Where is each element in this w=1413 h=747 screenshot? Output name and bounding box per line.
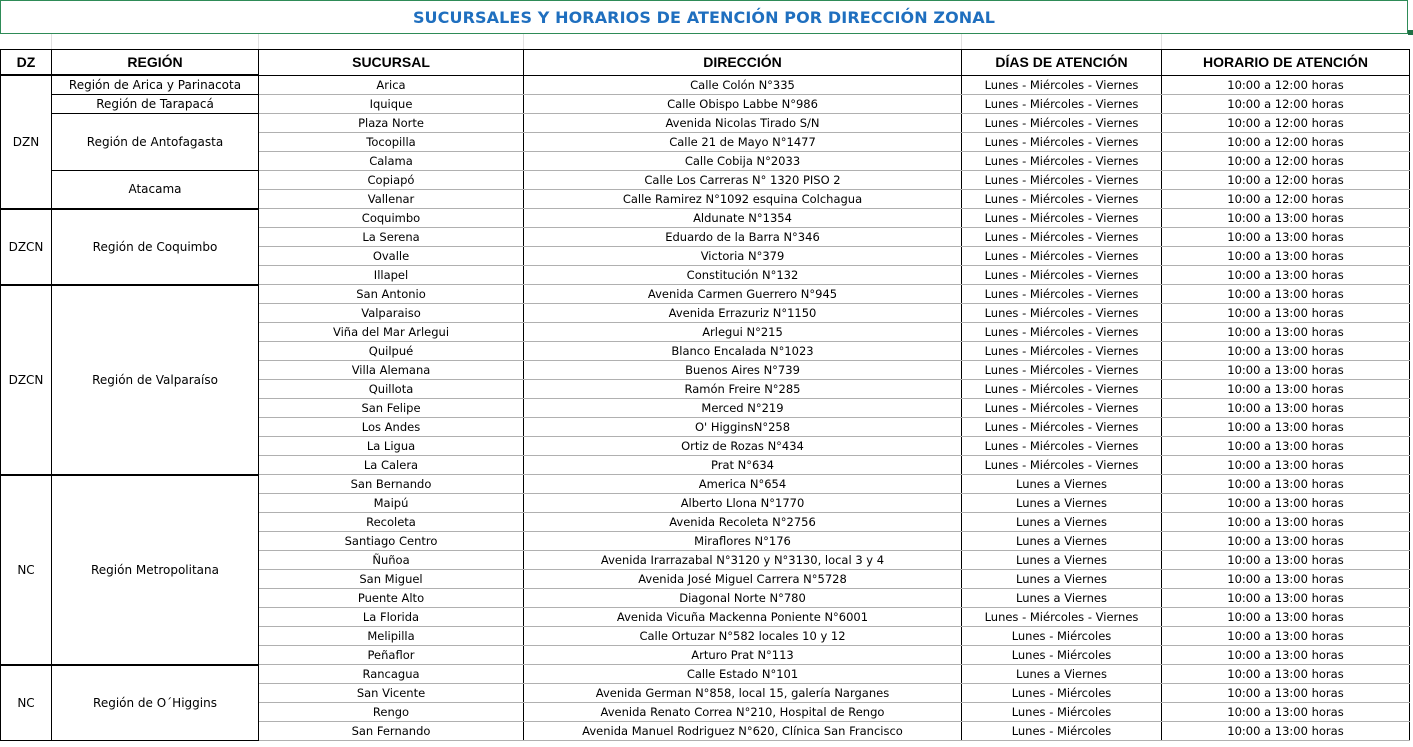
direccion-cell[interactable]: Avenida José Miguel Carrera N°5728 xyxy=(524,570,962,589)
sucursal-cell[interactable]: Melipilla xyxy=(259,627,524,646)
horario-cell[interactable]: 10:00 a 13:00 horas xyxy=(1162,703,1410,722)
dz-cell[interactable]: DZCN xyxy=(1,285,52,475)
header-row xyxy=(1,50,1410,76)
dias-cell[interactable]: Lunes - Miércoles - Viernes xyxy=(962,247,1162,266)
sucursal-cell[interactable]: La Calera xyxy=(259,456,524,475)
horario-cell[interactable]: 10:00 a 13:00 horas xyxy=(1162,475,1410,494)
gridline xyxy=(51,34,52,49)
sucursal-cell[interactable]: San Miguel xyxy=(259,570,524,589)
horario-cell[interactable]: 10:00 a 13:00 horas xyxy=(1162,494,1410,513)
horario-cell[interactable]: 10:00 a 13:00 horas xyxy=(1162,247,1410,266)
horario-cell[interactable]: 10:00 a 13:00 horas xyxy=(1162,437,1410,456)
header-dias[interactable]: DÍAS DE ATENCIÓN xyxy=(962,50,1162,76)
sucursal-cell[interactable]: Maipú xyxy=(259,494,524,513)
direccion-cell[interactable]: O' HigginsN°258 xyxy=(524,418,962,437)
sucursal-cell[interactable]: Villa Alemana xyxy=(259,361,524,380)
sucursal-cell[interactable]: Illapel xyxy=(259,266,524,285)
dias-cell[interactable]: Lunes - Miércoles - Viernes xyxy=(962,266,1162,285)
sucursal-cell[interactable]: Viña del Mar Arlegui xyxy=(259,323,524,342)
dias-cell[interactable]: Lunes - Miércoles - Viernes xyxy=(962,209,1162,228)
dias-cell[interactable]: Lunes - Miércoles - Viernes xyxy=(962,152,1162,171)
dias-cell[interactable]: Lunes a Viernes xyxy=(962,513,1162,532)
horario-cell[interactable]: 10:00 a 13:00 horas xyxy=(1162,285,1410,304)
horario-cell[interactable]: 10:00 a 13:00 horas xyxy=(1162,513,1410,532)
horario-cell[interactable]: 10:00 a 12:00 horas xyxy=(1162,114,1410,133)
direccion-cell[interactable]: America N°654 xyxy=(524,475,962,494)
table-row xyxy=(1,209,1410,228)
gridline xyxy=(961,34,962,49)
horario-cell[interactable]: 10:00 a 13:00 horas xyxy=(1162,608,1410,627)
horario-cell[interactable]: 10:00 a 13:00 horas xyxy=(1162,646,1410,665)
region-cell[interactable]: Región de O´Higgins xyxy=(52,665,259,741)
dz-cell[interactable]: NC xyxy=(1,475,52,665)
sucursal-cell[interactable]: Copiapó xyxy=(259,171,524,190)
sucursal-cell[interactable]: San Fernando xyxy=(259,722,524,741)
dz-cell[interactable]: DZCN xyxy=(1,209,52,285)
sucursal-cell[interactable]: Puente Alto xyxy=(259,589,524,608)
sucursal-cell[interactable]: San Vicente xyxy=(259,684,524,703)
horario-cell[interactable]: 10:00 a 13:00 horas xyxy=(1162,627,1410,646)
sucursal-cell[interactable]: Iquique xyxy=(259,95,524,114)
direccion-cell[interactable]: Merced N°219 xyxy=(524,399,962,418)
direccion-cell[interactable]: Eduardo de la Barra N°346 xyxy=(524,228,962,247)
direccion-cell[interactable]: Avenida Carmen Guerrero N°945 xyxy=(524,285,962,304)
table-body xyxy=(1,75,1410,741)
sucursal-cell[interactable]: Arica xyxy=(259,75,524,95)
dias-cell[interactable]: Lunes - Miércoles - Viernes xyxy=(962,228,1162,247)
dz-cell[interactable]: NC xyxy=(1,665,52,741)
sucursal-cell[interactable]: Quillota xyxy=(259,380,524,399)
dias-cell[interactable]: Lunes - Miércoles - Viernes xyxy=(962,418,1162,437)
region-cell[interactable]: Región de Valparaíso xyxy=(52,285,259,475)
direccion-cell[interactable]: Arturo Prat N°113 xyxy=(524,646,962,665)
dias-cell[interactable]: Lunes - Miércoles - Viernes xyxy=(962,608,1162,627)
horario-cell[interactable]: 10:00 a 13:00 horas xyxy=(1162,361,1410,380)
header-sucursal[interactable]: SUCURSAL xyxy=(259,50,524,76)
sucursal-cell[interactable]: Los Andes xyxy=(259,418,524,437)
dias-cell[interactable]: Lunes - Miércoles - Viernes xyxy=(962,437,1162,456)
horario-cell[interactable]: 10:00 a 13:00 horas xyxy=(1162,342,1410,361)
horario-cell[interactable]: 10:00 a 13:00 horas xyxy=(1162,380,1410,399)
direccion-cell[interactable]: Aldunate N°1354 xyxy=(524,209,962,228)
sucursal-cell[interactable]: La Florida xyxy=(259,608,524,627)
dias-cell[interactable]: Lunes - Miércoles - Viernes xyxy=(962,456,1162,475)
table-row xyxy=(1,285,1410,304)
horario-cell[interactable]: 10:00 a 13:00 horas xyxy=(1162,323,1410,342)
direccion-cell[interactable]: Miraflores N°176 xyxy=(524,532,962,551)
dias-cell[interactable]: Lunes a Viernes xyxy=(962,589,1162,608)
sucursal-cell[interactable]: Coquimbo xyxy=(259,209,524,228)
sucursal-cell[interactable]: Rengo xyxy=(259,703,524,722)
direccion-cell[interactable]: Calle Colón N°335 xyxy=(524,75,962,95)
horario-cell[interactable]: 10:00 a 13:00 horas xyxy=(1162,665,1410,684)
horario-cell[interactable]: 10:00 a 13:00 horas xyxy=(1162,266,1410,285)
header-horario[interactable]: HORARIO DE ATENCIÓN xyxy=(1162,50,1410,76)
direccion-cell[interactable]: Buenos Aires N°739 xyxy=(524,361,962,380)
direccion-cell[interactable]: Avenida Nicolas Tirado S/N xyxy=(524,114,962,133)
dias-cell[interactable]: Lunes a Viernes xyxy=(962,665,1162,684)
horario-cell[interactable]: 10:00 a 13:00 horas xyxy=(1162,684,1410,703)
direccion-cell[interactable]: Diagonal Norte N°780 xyxy=(524,589,962,608)
sucursal-cell[interactable]: Tocopilla xyxy=(259,133,524,152)
dias-cell[interactable]: Lunes - Miércoles - Viernes xyxy=(962,342,1162,361)
dias-cell[interactable]: Lunes - Miércoles xyxy=(962,703,1162,722)
direccion-cell[interactable]: Prat N°634 xyxy=(524,456,962,475)
direccion-cell[interactable]: Blanco Encalada N°1023 xyxy=(524,342,962,361)
dias-cell[interactable]: Lunes - Miércoles xyxy=(962,627,1162,646)
horario-cell[interactable]: 10:00 a 12:00 horas xyxy=(1162,75,1410,95)
dz-cell[interactable]: DZN xyxy=(1,75,52,209)
horario-cell[interactable]: 10:00 a 13:00 horas xyxy=(1162,532,1410,551)
horario-cell[interactable]: 10:00 a 12:00 horas xyxy=(1162,152,1410,171)
direccion-cell[interactable]: Alberto Llona N°1770 xyxy=(524,494,962,513)
sucursal-cell[interactable]: Ovalle xyxy=(259,247,524,266)
sucursal-cell[interactable]: Quilpué xyxy=(259,342,524,361)
dias-cell[interactable]: Lunes - Miércoles - Viernes xyxy=(962,380,1162,399)
direccion-cell[interactable]: Victoria N°379 xyxy=(524,247,962,266)
table-row xyxy=(1,114,1410,133)
sucursal-cell[interactable]: Santiago Centro xyxy=(259,532,524,551)
direccion-cell[interactable]: Avenida Recoleta N°2756 xyxy=(524,513,962,532)
dias-cell[interactable]: Lunes - Miércoles xyxy=(962,684,1162,703)
dias-cell[interactable]: Lunes - Miércoles - Viernes xyxy=(962,361,1162,380)
dias-cell[interactable]: Lunes - Miércoles - Viernes xyxy=(962,171,1162,190)
region-cell[interactable]: Atacama xyxy=(52,171,259,209)
direccion-cell[interactable]: Ramón Freire N°285 xyxy=(524,380,962,399)
gridline xyxy=(1161,34,1162,49)
table-row xyxy=(1,171,1410,190)
horario-cell[interactable]: 10:00 a 13:00 horas xyxy=(1162,456,1410,475)
dias-cell[interactable]: Lunes a Viernes xyxy=(962,570,1162,589)
horario-cell[interactable]: 10:00 a 13:00 horas xyxy=(1162,551,1410,570)
title-cell[interactable] xyxy=(0,0,1408,34)
dias-cell[interactable]: Lunes - Miércoles - Viernes xyxy=(962,399,1162,418)
direccion-cell[interactable]: Calle 21 de Mayo N°1477 xyxy=(524,133,962,152)
table-row xyxy=(1,475,1410,494)
dias-cell[interactable]: Lunes - Miércoles - Viernes xyxy=(962,323,1162,342)
gridline xyxy=(258,34,259,49)
region-cell[interactable]: Región de Tarapacá xyxy=(52,95,259,114)
sucursal-cell[interactable]: San Bernando xyxy=(259,475,524,494)
direccion-cell[interactable]: Avenida Renato Correa N°210, Hospital de Rengo xyxy=(524,703,962,722)
direccion-cell[interactable]: Constitución N°132 xyxy=(524,266,962,285)
horario-cell[interactable]: 10:00 a 12:00 horas xyxy=(1162,95,1410,114)
sucursal-cell[interactable]: Peñaflor xyxy=(259,646,524,665)
sucursal-cell[interactable]: Recoleta xyxy=(259,513,524,532)
direccion-cell[interactable]: Calle Los Carreras N° 1320 PISO 2 xyxy=(524,171,962,190)
dias-cell[interactable]: Lunes - Miércoles xyxy=(962,722,1162,741)
sucursal-cell[interactable]: San Antonio xyxy=(259,285,524,304)
horario-cell[interactable]: 10:00 a 13:00 horas xyxy=(1162,228,1410,247)
direccion-cell[interactable]: Arlegui N°215 xyxy=(524,323,962,342)
horario-cell[interactable]: 10:00 a 13:00 horas xyxy=(1162,589,1410,608)
horario-cell[interactable]: 10:00 a 13:00 horas xyxy=(1162,304,1410,323)
dias-cell[interactable]: Lunes a Viernes xyxy=(962,494,1162,513)
direccion-cell[interactable]: Calle Ortuzar N°582 locales 10 y 12 xyxy=(524,627,962,646)
direccion-cell[interactable]: Ortiz de Rozas N°434 xyxy=(524,437,962,456)
direccion-cell[interactable]: Calle Ramirez N°1092 esquina Colchagua xyxy=(524,190,962,209)
direccion-cell[interactable]: Avenida Manuel Rodriguez N°620, Clínica San Francisco xyxy=(524,722,962,741)
table-row xyxy=(1,75,1410,95)
direccion-cell[interactable]: Avenida German N°858, local 15, galería Narganes xyxy=(524,684,962,703)
dias-cell[interactable]: Lunes - Miércoles - Viernes xyxy=(962,285,1162,304)
header-region[interactable]: REGIÓN xyxy=(52,50,259,76)
horario-cell[interactable]: 10:00 a 13:00 horas xyxy=(1162,570,1410,589)
header-dz[interactable]: DZ xyxy=(1,50,52,76)
branches-table xyxy=(0,49,1410,741)
sucursal-cell[interactable]: La Ligua xyxy=(259,437,524,456)
horario-cell[interactable]: 10:00 a 13:00 horas xyxy=(1162,418,1410,437)
direccion-cell[interactable]: Calle Estado N°101 xyxy=(524,665,962,684)
dias-cell[interactable]: Lunes - Miércoles - Viernes xyxy=(962,190,1162,209)
header-direccion[interactable]: DIRECCIÓN xyxy=(524,50,962,76)
table-row xyxy=(1,665,1410,684)
page-title: SUCURSALES Y HORARIOS DE ATENCIÓN POR DIRECCIÓN ZONAL xyxy=(412,7,996,27)
horario-cell[interactable]: 10:00 a 12:00 horas xyxy=(1162,171,1410,190)
dias-cell[interactable]: Lunes - Miércoles - Viernes xyxy=(962,304,1162,323)
horario-cell[interactable]: 10:00 a 13:00 horas xyxy=(1162,399,1410,418)
dias-cell[interactable]: Lunes - Miércoles - Viernes xyxy=(962,95,1162,114)
sucursal-cell[interactable]: San Felipe xyxy=(259,399,524,418)
sucursal-cell[interactable]: Ñuñoa xyxy=(259,551,524,570)
sucursal-cell[interactable]: Vallenar xyxy=(259,190,524,209)
sucursal-cell[interactable]: Calama xyxy=(259,152,524,171)
region-cell[interactable]: Región de Antofagasta xyxy=(52,114,259,171)
sucursal-cell[interactable]: Plaza Norte xyxy=(259,114,524,133)
direccion-cell[interactable]: Calle Cobija N°2033 xyxy=(524,152,962,171)
horario-cell[interactable]: 10:00 a 13:00 horas xyxy=(1162,722,1410,741)
dias-cell[interactable]: Lunes - Miércoles - Viernes xyxy=(962,75,1162,95)
direccion-cell[interactable]: Calle Obispo Labbe N°986 xyxy=(524,95,962,114)
horario-cell[interactable]: 10:00 a 13:00 horas xyxy=(1162,209,1410,228)
direccion-cell[interactable]: Avenida Irarrazabal N°3120 y N°3130, local 3 y 4 xyxy=(524,551,962,570)
direccion-cell[interactable]: Avenida Vicuña Mackenna Poniente N°6001 xyxy=(524,608,962,627)
region-cell[interactable]: Región de Arica y Parinacota xyxy=(52,75,259,95)
dias-cell[interactable]: Lunes a Viernes xyxy=(962,551,1162,570)
sucursal-cell[interactable]: La Serena xyxy=(259,228,524,247)
dias-cell[interactable]: Lunes - Miércoles - Viernes xyxy=(962,114,1162,133)
dias-cell[interactable]: Lunes a Viernes xyxy=(962,532,1162,551)
horario-cell[interactable]: 10:00 a 12:00 horas xyxy=(1162,190,1410,209)
sucursal-cell[interactable]: Valparaiso xyxy=(259,304,524,323)
sucursal-cell[interactable]: Rancagua xyxy=(259,665,524,684)
table-row xyxy=(1,95,1410,114)
dias-cell[interactable]: Lunes - Miércoles - Viernes xyxy=(962,133,1162,152)
direccion-cell[interactable]: Avenida Errazuriz N°1150 xyxy=(524,304,962,323)
region-cell[interactable]: Región Metropolitana xyxy=(52,475,259,665)
selection-handle[interactable] xyxy=(1408,30,1413,35)
horario-cell[interactable]: 10:00 a 12:00 horas xyxy=(1162,133,1410,152)
dias-cell[interactable]: Lunes - Miércoles xyxy=(962,646,1162,665)
region-cell[interactable]: Región de Coquimbo xyxy=(52,209,259,285)
gridline xyxy=(523,34,524,49)
dias-cell[interactable]: Lunes a Viernes xyxy=(962,475,1162,494)
